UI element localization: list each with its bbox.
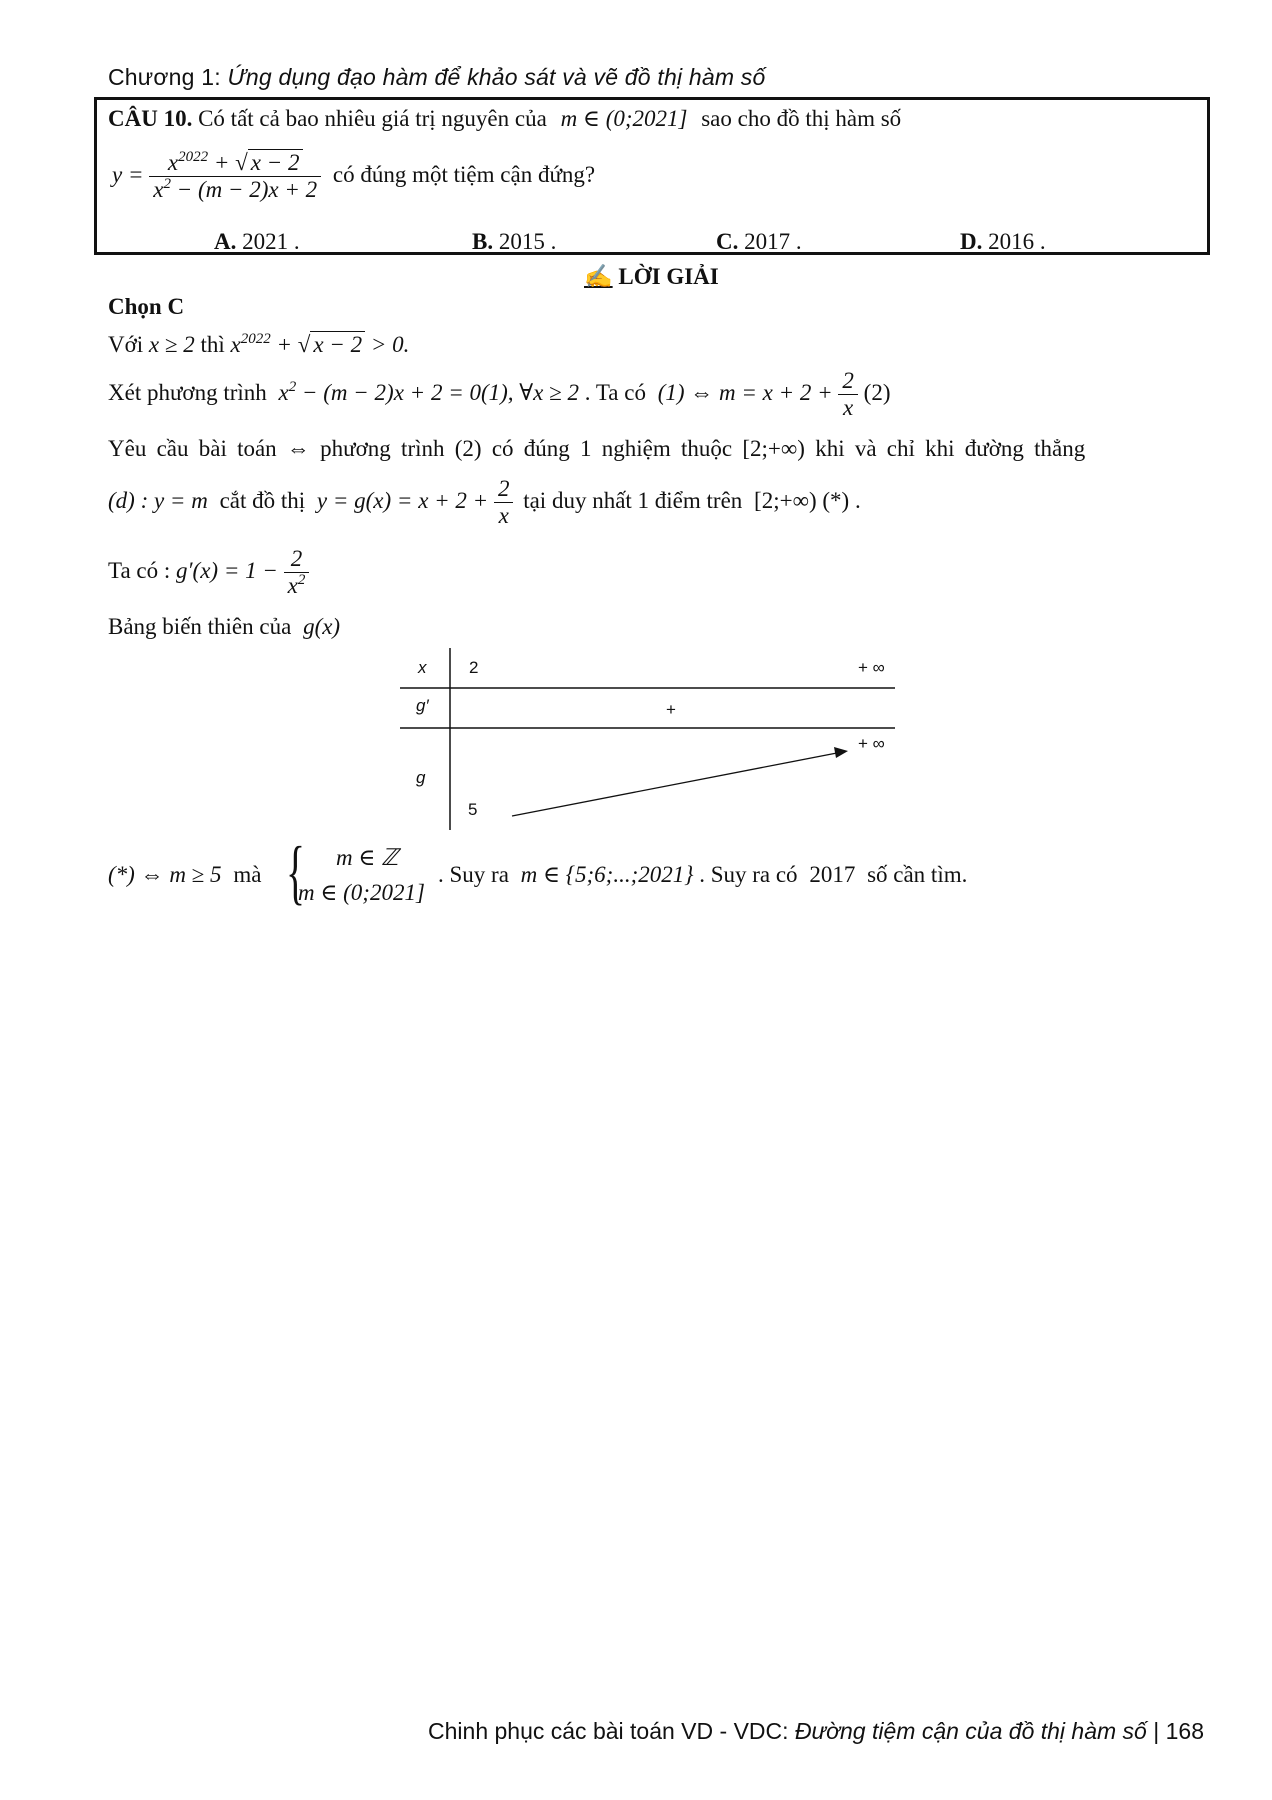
solution-line-6: Bảng biến thiên của g(x) [108,614,341,639]
question-text-before: Có tất cả bao nhiêu giá trị nguyên của [198,106,547,131]
pencil-icon: ✍ [584,264,613,289]
footer-series: Chinh phục các bài toán VD - VDC: [428,1718,789,1744]
chapter-title: Ứng dụng đạo hàm để khảo sát và vẽ đồ thị hàm số [227,64,766,90]
page-number: 168 [1165,1718,1204,1744]
row-x-label: x [418,658,427,677]
page-footer: Chinh phục các bài toán VD - VDC: Đường tiệm cận của đồ thị hàm số | 168 [428,1718,1204,1744]
solution-line-2: Xét phương trình $x^2 - (m - 2)x + 2 = 0(1)$, ∀x ≥ 2 . Ta có (1) ⇔ m = x + 2 + $\frac{2}{x}$ (2) [108,368,891,420]
row-gprime-label: g′ [416,696,429,715]
function-fraction: $\frac{x^{2022} + √ x - 2}{x^2 - (m - 2)x + 2}$ [149,150,321,203]
g-start: 5 [468,800,478,819]
chapter-label: Chương 1: [108,64,221,90]
g-end: + ∞ [858,734,885,753]
question-line [108,104,901,134]
x-start: 2 [469,658,479,677]
function-lhs: y = [112,161,144,187]
system-brace: { [286,832,306,912]
gprime-sign: + [666,700,676,719]
solution-heading: ✍ LỜI GIẢI [584,264,719,289]
option-a[interactable]: A. 2021 . [214,229,300,254]
x-end: + ∞ [858,658,885,677]
chapter-header [108,64,765,91]
solution-choice: Chọn C [108,294,185,319]
solution-line-1: Với x ≥ 2 thì $x^{2022}$ + √ x − 2 > 0. [108,331,410,357]
question-interval: m ∈ (0;2021] [560,106,688,131]
solution-line-3: Yêu cầu bài toán ⇔ phương trình (2) có đúng 1 nghiệm thuộc [2;+∞) khi và chỉ khi đường thẳng [108,436,1086,461]
function-suffix: có đúng một tiệm cận đứng? [332,161,596,187]
arrow-head-icon [834,747,848,758]
row-g-label: g [416,768,426,787]
question-text-after: sao cho đồ thị hàm số [701,106,902,131]
question-function [112,150,595,203]
option-d[interactable]: D. 2016 . [960,229,1046,254]
solution-line-5: Ta có : g′(x) = 1 − $\frac{2}{x^2}$ [108,546,309,599]
question-number: CÂU 10. [108,106,193,131]
solution-line-4: (d) : y = m cắt đồ thị y = g(x) = x + 2 + $\frac{2}{x}$ tại duy nhất 1 điểm trên [2;+∞) (*) . [108,476,861,528]
increasing-arrow [512,752,842,816]
system-line-2: m ∈ (0;2021] [298,880,425,905]
system-line-1: m ∈ ℤ [336,845,399,870]
option-b[interactable]: B. 2015 . [472,229,557,254]
conclusion-part-2: . Suy ra m ∈ {5;6;...;2021} . Suy ra có 2017 số cần tìm. [438,862,968,887]
conclusion-part-1: (*) ⇔ m ≥ 5 mà [108,862,262,887]
option-c[interactable]: C. 2017 . [716,229,802,254]
footer-topic: Đường tiệm cận của đồ thị hàm số [794,1718,1147,1744]
